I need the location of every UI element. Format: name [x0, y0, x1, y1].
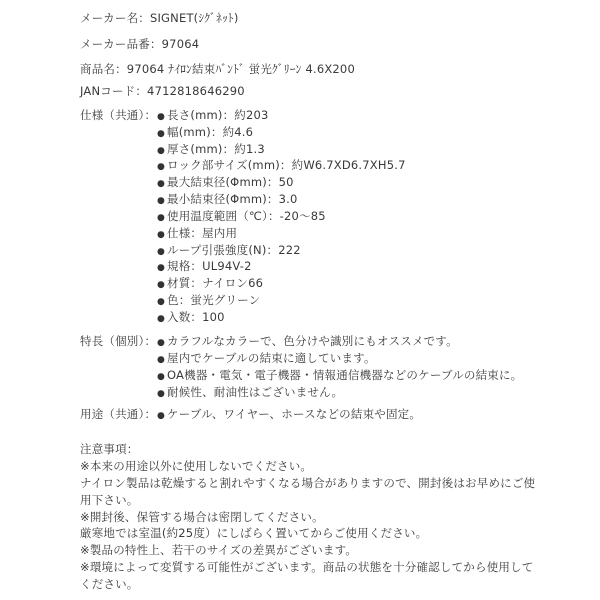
spec-item: ● 厚さ(mm)：約1.3: [157, 141, 265, 157]
spec-item: ● 幅(mm)：約4.6: [157, 124, 253, 140]
bullet-icon: ●: [157, 112, 166, 122]
product-name-line: 商品名：97064 ﾅｲﾛﾝ結束ﾊﾞﾝﾄﾞ 蛍光ｸﾞﾘｰﾝ 4.6X200: [80, 62, 355, 76]
features-label: 特長（個別）：: [80, 334, 157, 348]
spec-item: ● 仕様：屋内用: [157, 225, 237, 241]
note-line: ください。: [80, 577, 139, 591]
bullet-icon: ●: [157, 411, 166, 421]
note-line: 用下さい。: [80, 493, 139, 507]
spec-item: ● 材質：ナイロン66: [157, 275, 263, 291]
bullet-icon: ●: [157, 263, 166, 273]
bullet-icon: ●: [157, 196, 166, 206]
spec-item: ● 入数：100: [157, 309, 225, 325]
feature-item: ● 耐候性、耐油性はございません。: [157, 384, 343, 400]
spec-item: ● ループ引張強度(N)：222: [157, 242, 301, 258]
bullet-icon: ●: [157, 213, 166, 223]
spec-item: ● 規格：UL94V-2: [157, 258, 252, 274]
usage-item: ● ケーブル、ワイヤー、ホースなどの結束や固定。: [157, 406, 421, 422]
note-line: 厳寒地では室温(約25度）にしばらく置いてからご使用ください。: [80, 526, 428, 540]
bullet-icon: ●: [157, 129, 166, 139]
bullet-icon: ●: [157, 297, 166, 307]
jan-code-line: JANコード：4712818646290: [80, 84, 245, 98]
bullet-icon: ●: [157, 389, 166, 399]
feature-item: ● OA機器・電気・電子機器・情報通信機器などのケーブルの結束に。: [157, 367, 522, 383]
usage-label: 用途（共通）：: [80, 407, 157, 421]
maker-line: メーカー名：SIGNET(ｼｸﾞﾈｯﾄ): [80, 11, 239, 25]
bullet-icon: ●: [157, 338, 166, 348]
bullet-icon: ●: [157, 355, 166, 365]
feature-item: ● カラフルなカラーで、色分けや識別にもオススメです。: [157, 333, 458, 349]
note-line: ※環境によって変質する可能性がございます。商品の状態を十分確認してから使用して: [80, 560, 534, 574]
bullet-icon: ●: [157, 146, 166, 156]
spec-item: ● 最大結束径(Φmm)：50: [157, 174, 294, 190]
bullet-icon: ●: [157, 247, 166, 257]
note-line: ※製品の特性上、若干のサイズの差異がございます。: [80, 543, 358, 557]
spec-item: ● 色：蛍光グリーン: [157, 292, 260, 308]
specs-label: 仕様（共通）：: [80, 108, 157, 122]
notes-title: 注意事項：: [80, 442, 139, 456]
note-line: ※本来の用途以外に使用しないでください。: [80, 459, 313, 473]
bullet-icon: ●: [157, 280, 166, 290]
spec-item: ● 使用温度範囲（℃）：-20～85: [157, 208, 326, 224]
bullet-icon: ●: [157, 179, 166, 189]
spec-item: ● 最小結束径(Φmm)：3.0: [157, 191, 298, 207]
spec-item: ● ロック部サイズ(mm)：約W6.7XD6.7XH5.7: [157, 157, 406, 173]
bullet-icon: ●: [157, 314, 166, 324]
feature-item: ● 屋内でケーブルの結束に適しています。: [157, 350, 376, 366]
spec-item: ● 長さ(mm)：約203: [157, 107, 269, 123]
note-line: ※開封後、保管する場合は密閉してください。: [80, 510, 324, 524]
maker-part-line: メーカー品番：97064: [80, 37, 200, 51]
note-line: ナイロン製品は乾燥すると割れやすくなる場合がありますので、開封後はお早めにご使: [80, 476, 536, 490]
bullet-icon: ●: [157, 230, 166, 240]
bullet-icon: ●: [157, 372, 166, 382]
bullet-icon: ●: [157, 162, 166, 172]
